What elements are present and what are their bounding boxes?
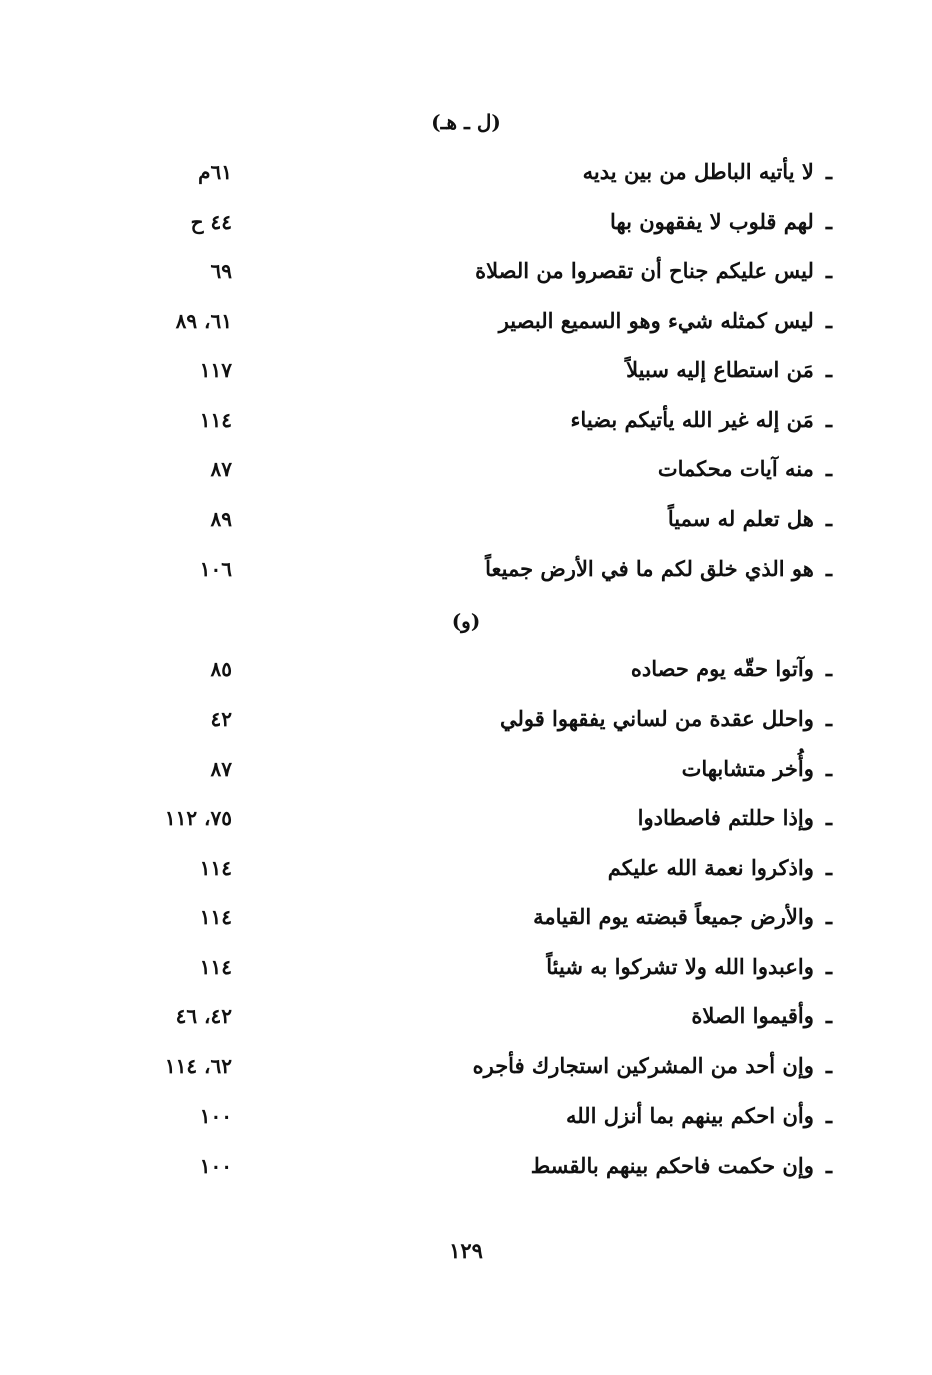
page-reference: ٨٧ (210, 457, 232, 481)
entry-dash: ـ (825, 159, 832, 184)
page-reference: ٦٢، ١١٤ (164, 1054, 232, 1078)
verse-text (610, 205, 832, 239)
page-reference: ٤٢، ٤٦ (175, 1004, 232, 1028)
entry-dash: ـ (825, 407, 832, 432)
page-reference: ١٠٠ (199, 1154, 232, 1178)
index-entry (0, 851, 932, 885)
verse-text (631, 652, 832, 686)
verse-phrase: مَن استطاع إليه سبيلاً (626, 357, 814, 382)
verse-text (531, 1149, 832, 1183)
entry-dash: ـ (825, 1053, 832, 1078)
index-entry (0, 1049, 932, 1083)
verse-phrase: منه آيات محكمات (657, 456, 814, 481)
index-entry (0, 1099, 932, 1133)
verse-phrase: هل تعلم له سمياً (667, 506, 814, 531)
page-reference: ١٠٦ (199, 557, 232, 581)
verse-phrase: وآتوا حقّه يوم حصاده (630, 656, 814, 681)
entry-dash: ـ (825, 904, 832, 929)
index-entry (0, 900, 932, 934)
page-reference: ١١٧ (199, 358, 232, 382)
verse-phrase: وأُخر متشابهات (681, 756, 814, 781)
page-reference: ٨٧ (210, 757, 232, 781)
entry-dash: ـ (825, 357, 832, 382)
page-reference: ٧٥، ١١٢ (164, 806, 232, 830)
entry-dash: ـ (825, 855, 832, 880)
page-number: ١٢٩ (449, 1238, 483, 1263)
entry-dash: ـ (825, 556, 832, 581)
verse-phrase: وأن احكم بينهم بما أنزل الله (565, 1103, 814, 1128)
verse-text (682, 752, 832, 786)
index-entry (0, 752, 932, 786)
page-reference: ٦٩ (210, 259, 232, 283)
entry-dash: ـ (825, 1003, 832, 1028)
index-entry (0, 452, 932, 486)
page-reference: ٤٢ (210, 707, 232, 731)
verse-text (533, 900, 832, 934)
section-heading-waw: (و) (451, 609, 481, 633)
entry-dash: ـ (825, 1103, 832, 1128)
verse-phrase: وأقيموا الصلاة (691, 1003, 814, 1028)
entry-dash: ـ (825, 209, 832, 234)
entry-dash: ـ (825, 805, 832, 830)
verse-text (658, 452, 832, 486)
verse-phrase: وإن أحد من المشركين استجارك فأجره (472, 1053, 814, 1078)
verse-phrase: والأرض جميعاً قبضته يوم القيامة (533, 904, 814, 929)
page-reference: ٦١، ٨٩ (175, 309, 232, 333)
page-reference: ٤٤ ح (190, 210, 232, 234)
index-entry (0, 702, 932, 736)
page-reference: ٦١م (198, 160, 232, 184)
verse-text (691, 999, 832, 1033)
page-reference: ١١٤ (199, 955, 232, 979)
verse-text (566, 1099, 832, 1133)
verse-phrase: مَن إله غير الله يأتيكم بضياء (570, 407, 814, 432)
index-entry (0, 353, 932, 387)
verse-text (638, 801, 832, 835)
entry-dash: ـ (825, 308, 832, 333)
index-entry (0, 552, 932, 586)
verse-phrase: لهم قلوب لا يفقهون بها (609, 209, 814, 234)
verse-phrase: ليس كمثله شيء وهو السميع البصير (498, 308, 814, 333)
index-entry (0, 999, 932, 1033)
index-entry (0, 1149, 932, 1183)
section-heading-lam-ha: (ل ـ هـ) (431, 110, 501, 134)
index-entry (0, 254, 932, 288)
entry-dash: ـ (825, 706, 832, 731)
verse-phrase: واذكروا نعمة الله عليكم (607, 855, 814, 880)
verse-phrase: لا يأتيه الباطل من بين يديه (582, 159, 814, 184)
verse-phrase: وإذا حللتم فاصطادوا (637, 805, 814, 830)
verse-text (485, 552, 832, 586)
page-reference: ٨٩ (210, 507, 232, 531)
verse-text (608, 851, 832, 885)
verse-text (583, 155, 832, 189)
index-entry (0, 801, 932, 835)
verse-phrase: وإن حكمت فاحكم بينهم بالقسط (530, 1153, 814, 1178)
index-entry (0, 205, 932, 239)
verse-text (626, 353, 832, 387)
entry-dash: ـ (825, 506, 832, 531)
verse-phrase: هو الذي خلق لكم ما في الأرض جميعاً (485, 556, 814, 581)
verse-text (546, 950, 832, 984)
page-reference: ١١٤ (199, 905, 232, 929)
index-entry (0, 502, 932, 536)
entry-dash: ـ (825, 258, 832, 283)
verse-text (571, 403, 832, 437)
verse-text (500, 702, 832, 736)
index-entry (0, 652, 932, 686)
entry-dash: ـ (825, 756, 832, 781)
verse-phrase: واحلل عقدة من لساني يفقهوا قولي (499, 706, 814, 731)
verse-phrase: واعبدوا الله ولا تشركوا به شيئاً (546, 954, 814, 979)
verse-text (499, 304, 832, 338)
index-entry (0, 403, 932, 437)
verse-phrase: ليس عليكم جناح أن تقصروا من الصلاة (475, 258, 814, 283)
verse-text (668, 502, 832, 536)
verse-text (475, 254, 832, 288)
page-reference: ١١٤ (199, 856, 232, 880)
index-entry (0, 304, 932, 338)
page-reference: ١١٤ (199, 408, 232, 432)
page-reference: ٨٥ (210, 657, 232, 681)
page-reference: ١٠٠ (199, 1104, 232, 1128)
index-entry (0, 950, 932, 984)
entry-dash: ـ (825, 456, 832, 481)
entry-dash: ـ (825, 656, 832, 681)
verse-text (473, 1049, 832, 1083)
entry-dash: ـ (825, 1153, 832, 1178)
index-entry (0, 155, 932, 189)
entry-dash: ـ (825, 954, 832, 979)
